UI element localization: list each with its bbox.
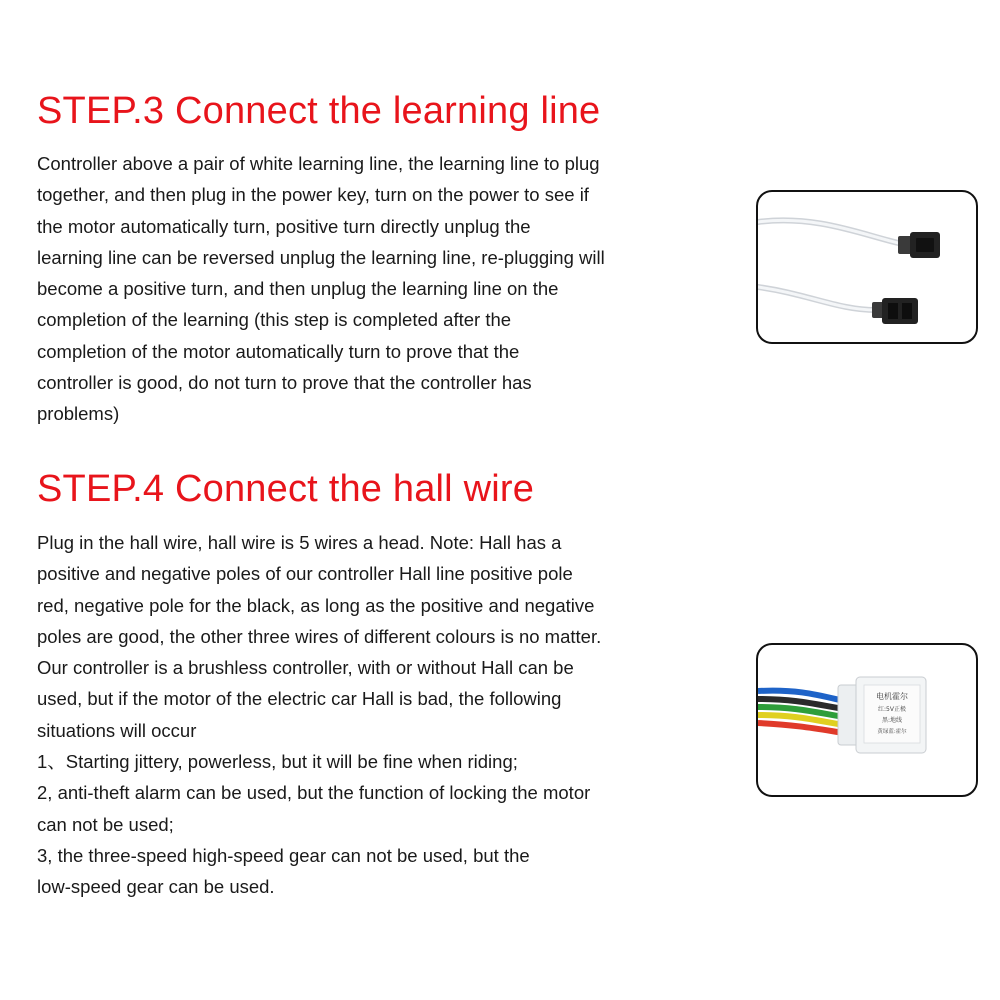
text-line: red, negative pole for the black, as long as the positive and negative (37, 594, 595, 616)
text-line: Our controller is a brushless controller, with or without Hall can be (37, 657, 574, 679)
text-line: learning line can be reversed unplug the learning line, re-plugging will (37, 246, 605, 268)
step4-description (37, 527, 737, 903)
text-line: become a positive turn, and then unplug the learning line on the (37, 278, 559, 300)
text-line: completion of the learning (this step is completed after the (37, 309, 512, 331)
text-line: completion of the motor automatically turn to prove that the (37, 340, 520, 362)
learning-wire-icon (758, 192, 976, 342)
text-line: controller is good, do not turn to prove that the controller has (37, 372, 532, 394)
step3-description (37, 148, 737, 430)
connector-label-line: 黄绿蓝:霍尔 (877, 729, 907, 735)
text-line: the motor automatically turn, positive turn directly unplug the (37, 215, 531, 237)
list-item: 2, anti-theft alarm can be used, but the function of locking the motor (37, 782, 591, 804)
connector-label-line: 黑:地线 (881, 717, 903, 724)
hall-connector-icon (758, 645, 976, 795)
list-item: 3, the three-speed high-speed gear can not be used, but the (37, 844, 530, 866)
connector-label-line: 电机霍尔 (876, 692, 908, 701)
list-item: 1、Starting jittery, powerless, but it will be fine when riding; (37, 751, 518, 773)
text-line: situations will occur (37, 719, 197, 741)
text-line: together, and then plug in the power key, turn on the power to see if (37, 184, 589, 206)
text-line: can not be used; (37, 813, 174, 835)
text-line: positive and negative poles of our controller Hall line positive pole (37, 563, 573, 585)
text-line: problems) (37, 403, 120, 425)
step3-heading: STEP.3 Connect the learning line (37, 90, 601, 132)
text-line: poles are good, the other three wires of different colours is no matter. (37, 625, 602, 647)
text-line: Plug in the hall wire, hall wire is 5 wires a head. Note: Hall has a (37, 532, 562, 553)
text-line: low-speed gear can be used. (37, 876, 275, 898)
text-line: used, but if the motor of the electric car Hall is bad, the following (37, 688, 562, 710)
connector-label-line: 红:5V正极 (878, 706, 906, 713)
learning-line-photo (756, 190, 978, 344)
hall-wire-photo (756, 643, 978, 797)
text-line: Controller above a pair of white learning line, the learning line to plug (37, 153, 600, 174)
step4-heading: STEP.4 Connect the hall wire (37, 468, 535, 510)
